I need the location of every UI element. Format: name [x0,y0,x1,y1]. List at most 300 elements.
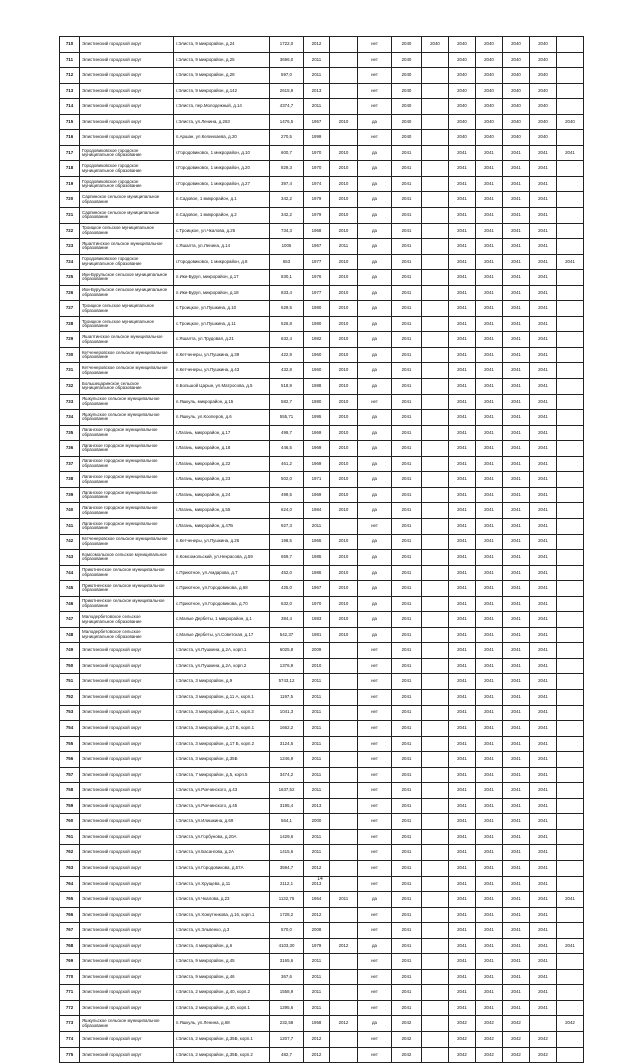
year-built-cell: 1995 [304,410,330,426]
year-6-cell: 2041 [530,923,557,939]
table-row [60,627,584,643]
area-cell: 927,3 [270,518,304,534]
area-cell: 632,0 [270,596,304,612]
year-5-cell: 2041 [503,301,530,317]
address-cell: г.Элиста, ул.Пушкина, д.2А, корп.2 [174,658,270,674]
status-cell: да [358,332,392,348]
year-repaired-cell [330,689,358,705]
year-built-cell: 2011 [304,674,330,690]
row-number-cell: 771 [60,985,80,1001]
year-6-cell [530,1016,557,1032]
year-3-cell: 2041 [449,596,476,612]
year-7-cell [557,845,584,861]
status-cell: нет [358,969,392,985]
area-cell: 542,37 [270,627,304,643]
year-7-cell [557,68,584,84]
year-3-cell: 2041 [449,347,476,363]
year-built-cell: 1969 [304,441,330,457]
year-repaired-cell [330,705,358,721]
year-built-cell: 2011 [304,1000,330,1016]
row-number-cell: 727 [60,301,80,317]
status-cell: нет [358,798,392,814]
year-1-cell: 2041 [392,767,422,783]
year-6-cell: 2041 [530,767,557,783]
year-repaired-cell [330,736,358,752]
area-cell: 1246,9 [270,752,304,768]
year-built-cell: 2011 [304,845,330,861]
status-cell: да [358,208,392,224]
year-repaired-cell: 2010 [330,145,358,161]
municipality-cell: Кетченеровское сельское муниципальное образование [80,347,174,363]
year-built-cell: 2011 [304,721,330,737]
year-6-cell: 2041 [530,254,557,270]
municipality-cell: Элистинский городской округ [80,1000,174,1016]
year-1-cell: 2040 [392,83,422,99]
status-cell: нет [358,1000,392,1016]
municipality-cell: Элистинский городской округ [80,752,174,768]
year-repaired-cell: 2010 [330,612,358,628]
status-cell: нет [358,130,392,146]
year-2-cell [422,1047,449,1063]
table-row [60,68,584,84]
status-cell: нет [358,923,392,939]
year-repaired-cell [330,1047,358,1063]
year-4-cell: 2041 [476,876,503,892]
year-repaired-cell: 2010 [330,208,358,224]
municipality-cell: Элистинский городской округ [80,938,174,954]
municipality-cell: Лаганское городское муниципальное образование [80,487,174,503]
table-row [60,52,584,68]
status-cell: да [358,145,392,161]
year-3-cell: 2041 [449,223,476,239]
year-7-cell: 2041 [557,938,584,954]
year-2-cell [422,285,449,301]
year-built-cell: 1970 [304,161,330,177]
row-number-cell: 756 [60,752,80,768]
year-1-cell: 2041 [392,923,422,939]
status-cell: да [358,534,392,550]
year-2-cell [422,674,449,690]
year-3-cell: 2041 [449,736,476,752]
year-5-cell: 2041 [503,394,530,410]
year-4-cell: 2040 [476,83,503,99]
year-4-cell: 2041 [476,270,503,286]
year-1-cell: 2041 [392,270,422,286]
year-5-cell: 2041 [503,161,530,177]
year-1-cell: 2041 [392,565,422,581]
year-built-cell: 1980 [304,394,330,410]
year-4-cell: 2041 [476,721,503,737]
year-repaired-cell [330,860,358,876]
year-7-cell: 2041 [557,145,584,161]
year-2-cell [422,270,449,286]
year-6-cell: 2041 [530,363,557,379]
status-cell: нет [358,876,392,892]
year-7-cell [557,176,584,192]
year-7-cell [557,534,584,550]
year-2-cell [422,798,449,814]
table-row [60,316,584,332]
address-cell: г.Лагань, микрорайон, д.47Б [174,518,270,534]
year-1-cell: 2041 [392,301,422,317]
address-cell: г.Элиста, 2 микрорайон, д.35Б, корп.1 [174,1032,270,1048]
year-2-cell [422,130,449,146]
status-cell: да [358,347,392,363]
year-built-cell: 2011 [304,518,330,534]
municipality-cell: Элистинский городской округ [80,860,174,876]
year-7-cell [557,379,584,395]
area-cell: 1197,5 [270,689,304,705]
year-4-cell: 2040 [476,130,503,146]
row-number-cell: 717 [60,145,80,161]
row-number-cell: 748 [60,627,80,643]
year-5-cell: 2041 [503,223,530,239]
table-row [60,425,584,441]
area-cell: 3594,7 [270,860,304,876]
year-4-cell: 2041 [476,565,503,581]
year-3-cell: 2041 [449,456,476,472]
year-2-cell [422,363,449,379]
year-1-cell: 2041 [392,441,422,457]
address-cell: г.Элиста, 3 микрорайон, д.17 Б, корп.2 [174,736,270,752]
address-cell: п.Кетченеры, ул.Пушкина, д.26 [174,534,270,550]
year-built-cell: 1957 [304,114,330,130]
year-7-cell [557,658,584,674]
year-4-cell: 2041 [476,161,503,177]
year-1-cell: 2041 [392,798,422,814]
year-5-cell: 2041 [503,985,530,1001]
year-5-cell: 2040 [503,68,530,84]
year-7-cell [557,985,584,1001]
row-number-cell: 730 [60,347,80,363]
year-5-cell: 2041 [503,208,530,224]
year-built-cell: 1965 [304,534,330,550]
address-cell: г.Элиста, 3 микрорайон, д.35Б [174,752,270,768]
municipality-cell: Приютненское сельское муниципальное образование [80,565,174,581]
status-cell: нет [358,752,392,768]
status-cell: да [358,456,392,472]
municipality-cell: Элистинский городской округ [80,845,174,861]
year-2-cell [422,347,449,363]
year-built-cell: 1971 [304,472,330,488]
row-number-cell: 760 [60,814,80,830]
year-6-cell: 2040 [530,83,557,99]
year-built-cell: 1958 [304,1016,330,1032]
municipality-cell: Элистинский городской округ [80,985,174,1001]
area-cell: 482,7 [270,1047,304,1063]
year-6-cell: 2041 [530,814,557,830]
year-7-cell [557,612,584,628]
year-2-cell [422,239,449,255]
address-cell: п.Кетченеры, ул.Пушкина, д.43 [174,363,270,379]
row-number-cell: 758 [60,783,80,799]
row-number-cell: 721 [60,208,80,224]
status-cell: нет [358,767,392,783]
year-6-cell: 2041 [530,472,557,488]
year-4-cell: 2041 [476,534,503,550]
year-built-cell: 1984 [304,503,330,519]
year-4-cell: 2040 [476,114,503,130]
year-5-cell: 2041 [503,923,530,939]
year-2-cell [422,254,449,270]
status-cell: да [358,425,392,441]
year-7-cell [557,627,584,643]
area-cell: 3165,6 [270,954,304,970]
year-7-cell [557,581,584,597]
year-2-cell [422,83,449,99]
address-cell: г.Элиста, 3 микрорайон, д.9 [174,674,270,690]
year-3-cell: 2041 [449,550,476,566]
address-cell: с.Приютное, ул.Городовикова, д.68 [174,581,270,597]
year-repaired-cell: 2012 [330,1016,358,1032]
municipality-cell: Элистинский городской округ [80,643,174,659]
area-cell: 555,71 [270,410,304,426]
municipality-cell: Элистинский городской округ [80,99,174,115]
year-5-cell: 2041 [503,814,530,830]
year-repaired-cell: 2010 [330,223,358,239]
year-7-cell: 2042 [557,1016,584,1032]
address-cell: п.Яшкуль, ул.Кооперов, д.6 [174,410,270,426]
year-3-cell: 2041 [449,689,476,705]
year-5-cell: 2040 [503,37,530,53]
year-3-cell: 2041 [449,581,476,597]
year-1-cell: 2041 [392,394,422,410]
year-5-cell: 2041 [503,550,530,566]
address-cell: г.Элиста, ул.Пушкина, д.2А, корп.1 [174,643,270,659]
address-cell: п.Садовое, 1 микрорайон, д.2 [174,208,270,224]
table-row [60,192,584,208]
year-3-cell: 2041 [449,721,476,737]
year-7-cell [557,239,584,255]
year-3-cell: 2041 [449,425,476,441]
table-row [60,239,584,255]
year-repaired-cell [330,985,358,1001]
year-5-cell: 2041 [503,954,530,970]
year-4-cell: 2041 [476,985,503,1001]
year-6-cell: 2041 [530,845,557,861]
year-1-cell: 2041 [392,332,422,348]
year-6-cell: 2041 [530,285,557,301]
year-1-cell: 2041 [392,425,422,441]
municipality-cell: Лаганское городское муниципальное образование [80,425,174,441]
row-number-cell: 763 [60,860,80,876]
address-cell: п.Яшкуль, ул.Ленина, д.68 [174,1016,270,1032]
year-built-cell: 2011 [304,985,330,1001]
year-built-cell: 1977 [304,285,330,301]
year-6-cell: 2041 [530,410,557,426]
table-row [60,130,584,146]
year-repaired-cell [330,923,358,939]
area-cell: 425,0 [270,581,304,597]
year-3-cell: 2041 [449,301,476,317]
status-cell: нет [358,1047,392,1063]
status-cell: нет [358,99,392,115]
row-number-cell: 747 [60,612,80,628]
row-number-cell: 753 [60,705,80,721]
status-cell: да [358,441,392,457]
status-cell: нет [358,643,392,659]
row-number-cell: 744 [60,565,80,581]
year-4-cell: 2041 [476,425,503,441]
table-row [60,208,584,224]
row-number-cell: 743 [60,550,80,566]
status-cell: нет [358,1032,392,1048]
year-built-cell: 1983 [304,612,330,628]
table-row [60,658,584,674]
year-2-cell [422,938,449,954]
year-repaired-cell: 2010 [330,192,358,208]
row-number-cell: 774 [60,1032,80,1048]
table-body [60,37,584,1063]
municipality-cell: Лаганское городское муниципальное образование [80,503,174,519]
address-cell: г.Элиста, 9 микрорайон, д.28 [174,68,270,84]
year-7-cell [557,347,584,363]
year-4-cell: 2041 [476,503,503,519]
year-4-cell: 2041 [476,394,503,410]
year-3-cell: 2041 [449,923,476,939]
year-3-cell: 2041 [449,938,476,954]
year-repaired-cell: 2010 [330,487,358,503]
year-2-cell [422,379,449,395]
year-2-cell [422,767,449,783]
year-4-cell: 2041 [476,767,503,783]
year-7-cell [557,596,584,612]
year-3-cell: 2041 [449,363,476,379]
year-2-cell [422,487,449,503]
year-2-cell [422,969,449,985]
year-built-cell: 2011 [304,68,330,84]
municipality-cell: Элистинский городской округ [80,814,174,830]
table-row [60,596,584,612]
row-number-cell: 745 [60,581,80,597]
year-3-cell: 2040 [449,37,476,53]
year-4-cell: 2041 [476,581,503,597]
year-6-cell: 2041 [530,332,557,348]
year-4-cell: 2041 [476,301,503,317]
address-cell: г.Элиста, 3 микрорайон, д.11 А, корп.1 [174,689,270,705]
municipality-cell: Городовиковское городское муниципальное образование [80,145,174,161]
year-6-cell: 2041 [530,938,557,954]
year-1-cell: 2041 [392,689,422,705]
year-5-cell: 2041 [503,860,530,876]
year-2-cell [422,1000,449,1016]
year-repaired-cell [330,969,358,985]
year-6-cell: 2041 [530,534,557,550]
status-cell: да [358,239,392,255]
year-repaired-cell: 2010 [330,441,358,457]
year-1-cell: 2040 [392,52,422,68]
year-3-cell: 2041 [449,503,476,519]
year-1-cell: 2041 [392,674,422,690]
municipality-cell: Элистинский городской округ [80,52,174,68]
table-row [60,689,584,705]
year-5-cell: 2042 [503,1016,530,1032]
status-cell: да [358,254,392,270]
address-cell: г.Элиста, 4 микрорайон, д.6 [174,938,270,954]
year-6-cell: 2041 [530,876,557,892]
year-repaired-cell: 2010 [330,581,358,597]
year-6-cell: 2041 [530,985,557,1001]
year-6-cell: 2041 [530,270,557,286]
municipality-cell: Элистинский городской округ [80,954,174,970]
year-3-cell: 2041 [449,783,476,799]
year-7-cell [557,37,584,53]
year-built-cell: 2012 [304,860,330,876]
address-cell: г.Элиста, ул.Рокчинского, д.43 [174,783,270,799]
address-cell: п.Большой Царын, ул.Матросова, д.5 [174,379,270,395]
year-1-cell: 2041 [392,814,422,830]
year-4-cell: 2040 [476,37,503,53]
municipality-cell: Городовиковское городское муниципальное образование [80,161,174,177]
municipality-cell: Малодербетовское сельское муниципальное образование [80,627,174,643]
row-number-cell: 712 [60,68,80,84]
year-3-cell: 2041 [449,876,476,892]
year-1-cell: 2042 [392,1047,422,1063]
address-cell: г.Элиста, ул.Городовикова, д.57А [174,860,270,876]
year-7-cell [557,1000,584,1016]
year-4-cell: 2041 [476,379,503,395]
year-7-cell [557,798,584,814]
year-built-cell: 1979 [304,938,330,954]
address-cell: г.Элиста, ул.Хрущева, д.11 [174,876,270,892]
year-5-cell: 2042 [503,1032,530,1048]
status-cell: нет [358,860,392,876]
table-row [60,472,584,488]
year-7-cell [557,223,584,239]
year-6-cell: 2041 [530,441,557,457]
year-4-cell: 2041 [476,907,503,923]
status-cell: нет [358,37,392,53]
municipality-cell: Приютненское сельское муниципальное образование [80,581,174,597]
year-built-cell: 1982 [304,332,330,348]
year-3-cell: 2041 [449,239,476,255]
table-row [60,301,584,317]
year-7-cell [557,52,584,68]
municipality-cell: Яшкульское сельское муниципальное образование [80,410,174,426]
year-3-cell: 2041 [449,270,476,286]
table-row [60,907,584,923]
year-repaired-cell [330,783,358,799]
year-4-cell: 2041 [476,783,503,799]
table-row [60,1032,584,1048]
year-4-cell: 2041 [476,643,503,659]
year-5-cell: 2041 [503,363,530,379]
year-repaired-cell: 2012 [330,938,358,954]
status-cell: да [358,285,392,301]
year-7-cell [557,721,584,737]
year-1-cell: 2041 [392,612,422,628]
year-1-cell: 2041 [392,503,422,519]
status-cell: да [358,938,392,954]
year-3-cell: 2041 [449,907,476,923]
address-cell: г.Лагань, микрорайон, д.18 [174,441,270,457]
year-3-cell: 2041 [449,487,476,503]
year-7-cell [557,394,584,410]
year-1-cell: 2041 [392,658,422,674]
address-cell: с.Приютное, ул.Городовикова, д.70 [174,596,270,612]
year-3-cell: 2041 [449,254,476,270]
address-cell: г.Элиста, 2 микрорайон, д.35Б, корп.2 [174,1047,270,1063]
year-6-cell: 2041 [530,829,557,845]
year-built-cell: 2012 [304,1047,330,1063]
row-number-cell: 711 [60,52,80,68]
table-row [60,145,584,161]
year-repaired-cell [330,907,358,923]
table-row [60,114,584,130]
year-1-cell: 2041 [392,254,422,270]
year-3-cell: 2041 [449,814,476,830]
year-6-cell: 2041 [530,379,557,395]
